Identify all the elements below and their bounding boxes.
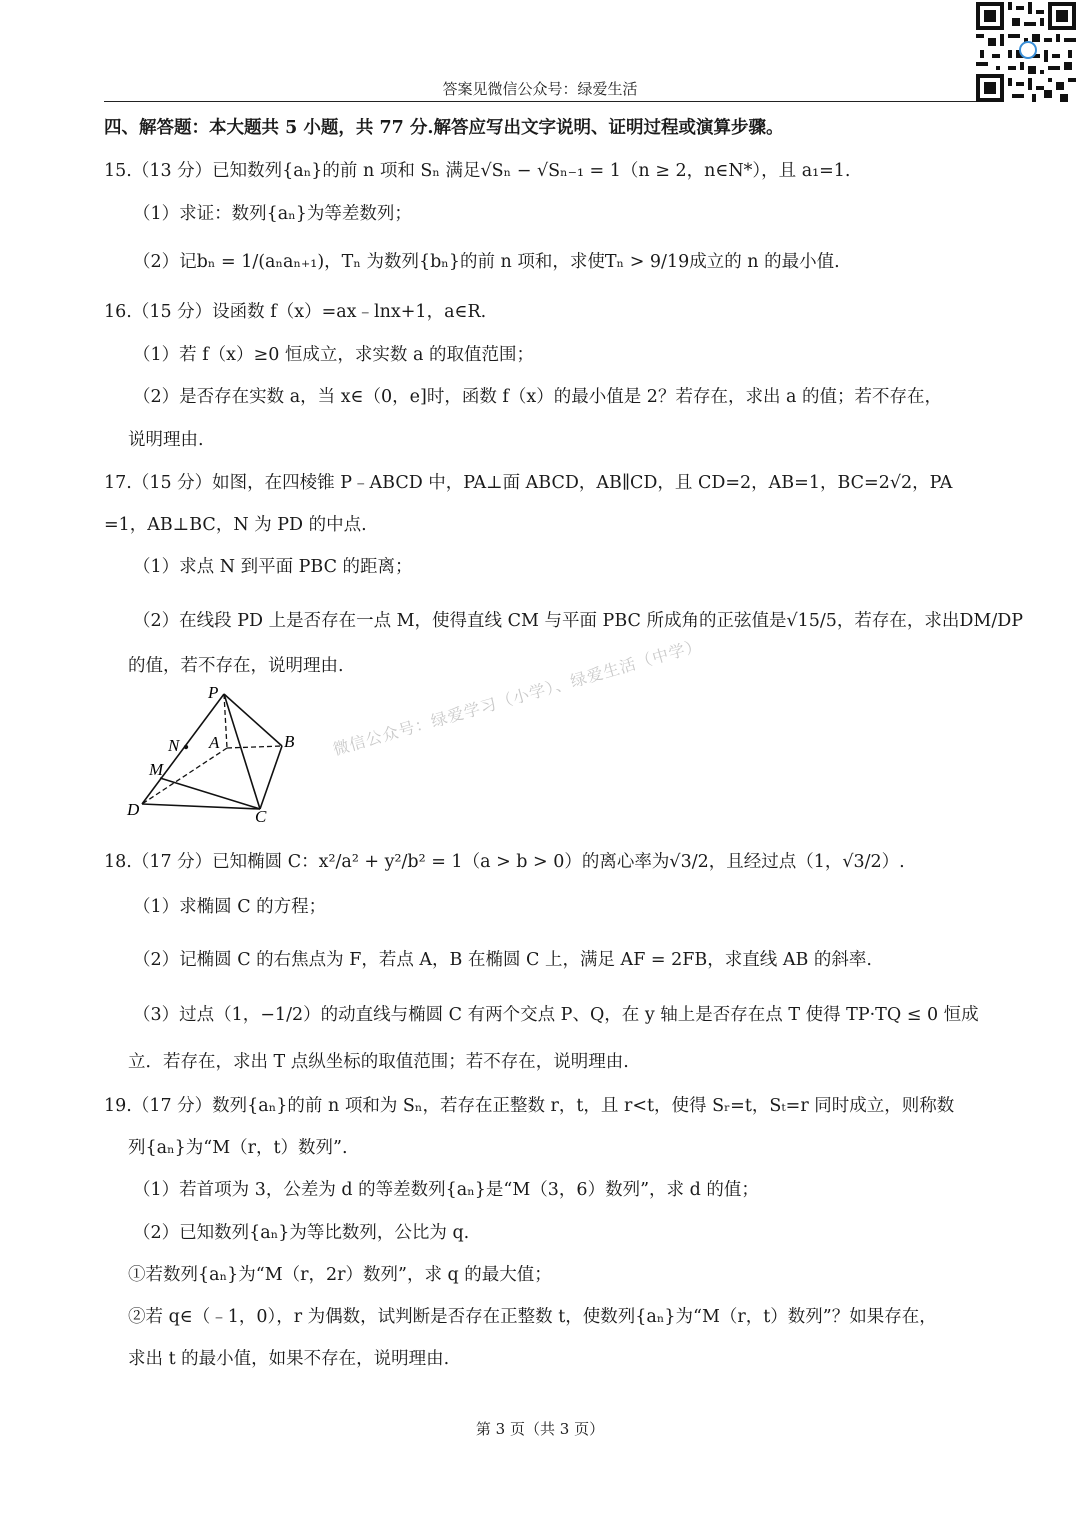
section-title: 四、解答题：本大题共 5 小题，共 77 分.解答应写出文字说明、证明过程或演算步骤。: [104, 118, 784, 138]
header-text: 答案见微信公众号：绿爱生活: [442, 80, 638, 98]
q18-part3: （3）过点（1，−1/2）的动直线与椭圆 C 有两个交点 P、Q，在 y 轴上是否存在点 T 使得 TP·TQ ≤ 0 恒成: [133, 1005, 979, 1025]
header-rule: [104, 101, 976, 102]
q19-part1: （1）若首项为 3，公差为 d 的等差数列{aₙ}是“M（3，6）数列”，求 d 的值；: [133, 1180, 759, 1200]
q17-stem-continued: =1，AB⊥BC，N 为 PD 的中点.: [104, 515, 367, 535]
segment-mc: [160, 778, 260, 809]
q18-part3-continued: 立．若存在，求出 T 点纵坐标的取值范围；若不存在，说明理由.: [128, 1052, 629, 1072]
edge-pc: [224, 694, 260, 809]
pyramid-figure: [120, 684, 310, 824]
label-a: A: [209, 733, 220, 752]
q15-stem: 15.（13 分）已知数列{aₙ}的前 n 项和 Sₙ 满足√Sₙ − √Sₙ₋₁ = 1（n ≥ 2，n∈N*），且 a₁=1.: [104, 161, 851, 181]
q16-stem: 16.（15 分）设函数 f（x）=ax﹣lnx+1，a∈R.: [104, 302, 487, 322]
q18-part2: （2）记椭圆 C 的右焦点为 F，若点 A，B 在椭圆 C 上，满足 AF = 2FB，求直线 AB 的斜率.: [133, 950, 872, 970]
q17-part2-continued: 的值，若不存在，说明理由.: [128, 656, 344, 676]
q19-stem: 19.（17 分）数列{aₙ}的前 n 项和为 Sₙ，若存在正整数 r，t，且 r<t，使得 Sᵣ=t，Sₜ=r 同时成立，则称数: [104, 1096, 955, 1116]
watermark-text: 微信公众号：绿爱学习（小学）、绿爱生活（中学）: [330, 635, 705, 760]
label-c: C: [255, 807, 267, 824]
q19-sub2-continued: 求出 t 的最小值，如果不存在，说明理由.: [128, 1349, 450, 1369]
q19-sub1: ①若数列{aₙ}为“M（r，2r）数列”，求 q 的最大值；: [128, 1265, 552, 1285]
q15-part1: （1）求证：数列{aₙ}为等差数列；: [133, 204, 412, 224]
q16-part2: （2）是否存在实数 a，当 x∈（0，e]时，函数 f（x）的最小值是 2？若存在，求出 a 的值；若不存在，: [133, 387, 942, 407]
edge-ab: [227, 746, 282, 748]
q18-stem: 18.（17 分）已知椭圆 C：x²/a² + y²/b² = 1（a > b > 0）的离心率为√3/2，且经过点（1，√3/2）.: [104, 852, 905, 872]
q19-sub2: ②若 q∈（﹣1，0），r 为偶数，试判断是否存在正整数 t，使数列{aₙ}为“M（r，t）数列”？如果存在，: [128, 1307, 937, 1327]
label-d: D: [127, 800, 140, 819]
q17-stem: 17.（15 分）如图，在四棱锥 P﹣ABCD 中，PA⊥面 ABCD，AB∥CD，且 CD=2，AB=1，BC=2√2，PA: [104, 473, 953, 493]
q16-part1: （1）若 f（x）≥0 恒成立，求实数 a 的取值范围；: [133, 345, 534, 365]
label-b: B: [284, 732, 295, 751]
edge-dc: [142, 804, 260, 809]
page-footer: 第 3 页（共 3 页）: [475, 1420, 605, 1438]
label-m: M: [149, 760, 164, 779]
label-n: N: [168, 736, 180, 755]
q17-part1: （1）求点 N 到平面 PBC 的距离；: [133, 557, 413, 577]
q16-part2-continued: 说明理由.: [128, 430, 204, 450]
q17-part2: （2）在线段 PD 上是否存在一点 M，使得直线 CM 与平面 PBC 所成角的正弦值是√15/5，若存在，求出DM/DP: [133, 611, 1024, 631]
edge-cb: [260, 746, 282, 809]
q19-part2: （2）已知数列{aₙ}为等比数列，公比为 q.: [133, 1223, 470, 1243]
point-n: [184, 745, 188, 749]
label-p: P: [208, 684, 219, 702]
q19-stem-continued: 列{aₙ}为“M（r，t）数列”.: [128, 1138, 348, 1158]
q15-part2: （2）记bₙ = 1/(aₙaₙ₊₁)，Tₙ 为数列{bₙ}的前 n 项和，求使Tₙ > 9/19成立的 n 的最小值.: [133, 252, 840, 272]
q18-part1: （1）求椭圆 C 的方程；: [133, 897, 327, 917]
